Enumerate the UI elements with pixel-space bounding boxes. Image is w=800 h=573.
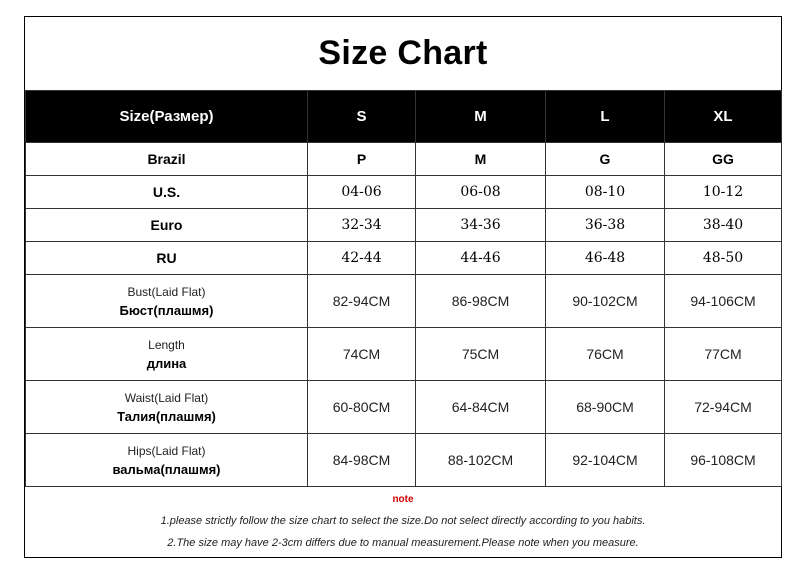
header-size-xl: XL xyxy=(665,91,782,143)
row-label-ru: Бюст(плашмя) xyxy=(119,302,214,318)
row-label-ru: длина xyxy=(146,355,187,371)
cell-value: 08-10 xyxy=(546,176,665,209)
cell-value: 10-12 xyxy=(665,176,782,209)
cell-value: 36-38 xyxy=(546,209,665,242)
cell-value: 06-08 xyxy=(416,176,546,209)
header-size-l: L xyxy=(546,91,665,143)
cell-value: 46-48 xyxy=(546,242,665,275)
cell-value: GG xyxy=(665,143,782,176)
cell-value: 75CM xyxy=(416,328,546,381)
row-label-en: Hips(Laid Flat) xyxy=(127,443,206,458)
header-size-m: M xyxy=(416,91,546,143)
size-table xyxy=(25,90,782,487)
cell-value: 94-106CM xyxy=(665,275,782,328)
cell-value: 32-34 xyxy=(308,209,416,242)
row-label xyxy=(26,328,308,381)
row-waist xyxy=(26,381,782,434)
cell-value: G xyxy=(546,143,665,176)
cell-value: 77CM xyxy=(665,328,782,381)
cell-value: 68-90CM xyxy=(546,381,665,434)
row-label-en: Bust(Laid Flat) xyxy=(127,284,206,299)
header-row xyxy=(26,91,782,143)
notes-section xyxy=(25,485,781,558)
note-line-2: 2.The size may have 2-3cm differs due to manual measurement.Please note when you measure. xyxy=(167,537,639,549)
cell-value: 38-40 xyxy=(665,209,782,242)
cell-value: 86-98CM xyxy=(416,275,546,328)
row-label: Brazil xyxy=(26,143,308,176)
row-label: U.S. xyxy=(26,176,308,209)
page-title: Size Chart xyxy=(318,34,488,72)
cell-value: 76CM xyxy=(546,328,665,381)
row-ru xyxy=(26,242,782,275)
cell-value: 82-94CM xyxy=(308,275,416,328)
row-label xyxy=(26,275,308,328)
cell-value: 84-98CM xyxy=(308,434,416,487)
cell-value: 88-102CM xyxy=(416,434,546,487)
row-label: RU xyxy=(26,242,308,275)
note-title: note xyxy=(392,494,414,505)
cell-value: P xyxy=(308,143,416,176)
row-length xyxy=(26,328,782,381)
row-label xyxy=(26,381,308,434)
cell-value: 60-80CM xyxy=(308,381,416,434)
cell-value: 64-84CM xyxy=(416,381,546,434)
header-size-label: Size(Размер) xyxy=(26,91,308,143)
row-euro xyxy=(26,209,782,242)
row-bust xyxy=(26,275,782,328)
cell-value: 90-102CM xyxy=(546,275,665,328)
row-label-ru: Талия(плашмя) xyxy=(117,408,216,424)
row-hips xyxy=(26,434,782,487)
row-label-en: Length xyxy=(148,337,185,352)
row-brazil xyxy=(26,143,782,176)
row-label xyxy=(26,434,308,487)
cell-value: 72-94CM xyxy=(665,381,782,434)
cell-value: 92-104CM xyxy=(546,434,665,487)
cell-value: 48-50 xyxy=(665,242,782,275)
cell-value: 34-36 xyxy=(416,209,546,242)
note-line-1: 1.please strictly follow the size chart to select the size.Do not select directly according to you habits. xyxy=(160,515,646,527)
row-us xyxy=(26,176,782,209)
cell-value: 42-44 xyxy=(308,242,416,275)
cell-value: 04-06 xyxy=(308,176,416,209)
cell-value: 44-46 xyxy=(416,242,546,275)
cell-value: 96-108CM xyxy=(665,434,782,487)
cell-value: 74CM xyxy=(308,328,416,381)
row-label-ru: вальма(плашмя) xyxy=(112,461,221,477)
cell-value: M xyxy=(416,143,546,176)
size-chart-frame xyxy=(24,16,782,558)
header-size-s: S xyxy=(308,91,416,143)
row-label-en: Waist(Laid Flat) xyxy=(124,390,209,405)
row-label: Euro xyxy=(26,209,308,242)
